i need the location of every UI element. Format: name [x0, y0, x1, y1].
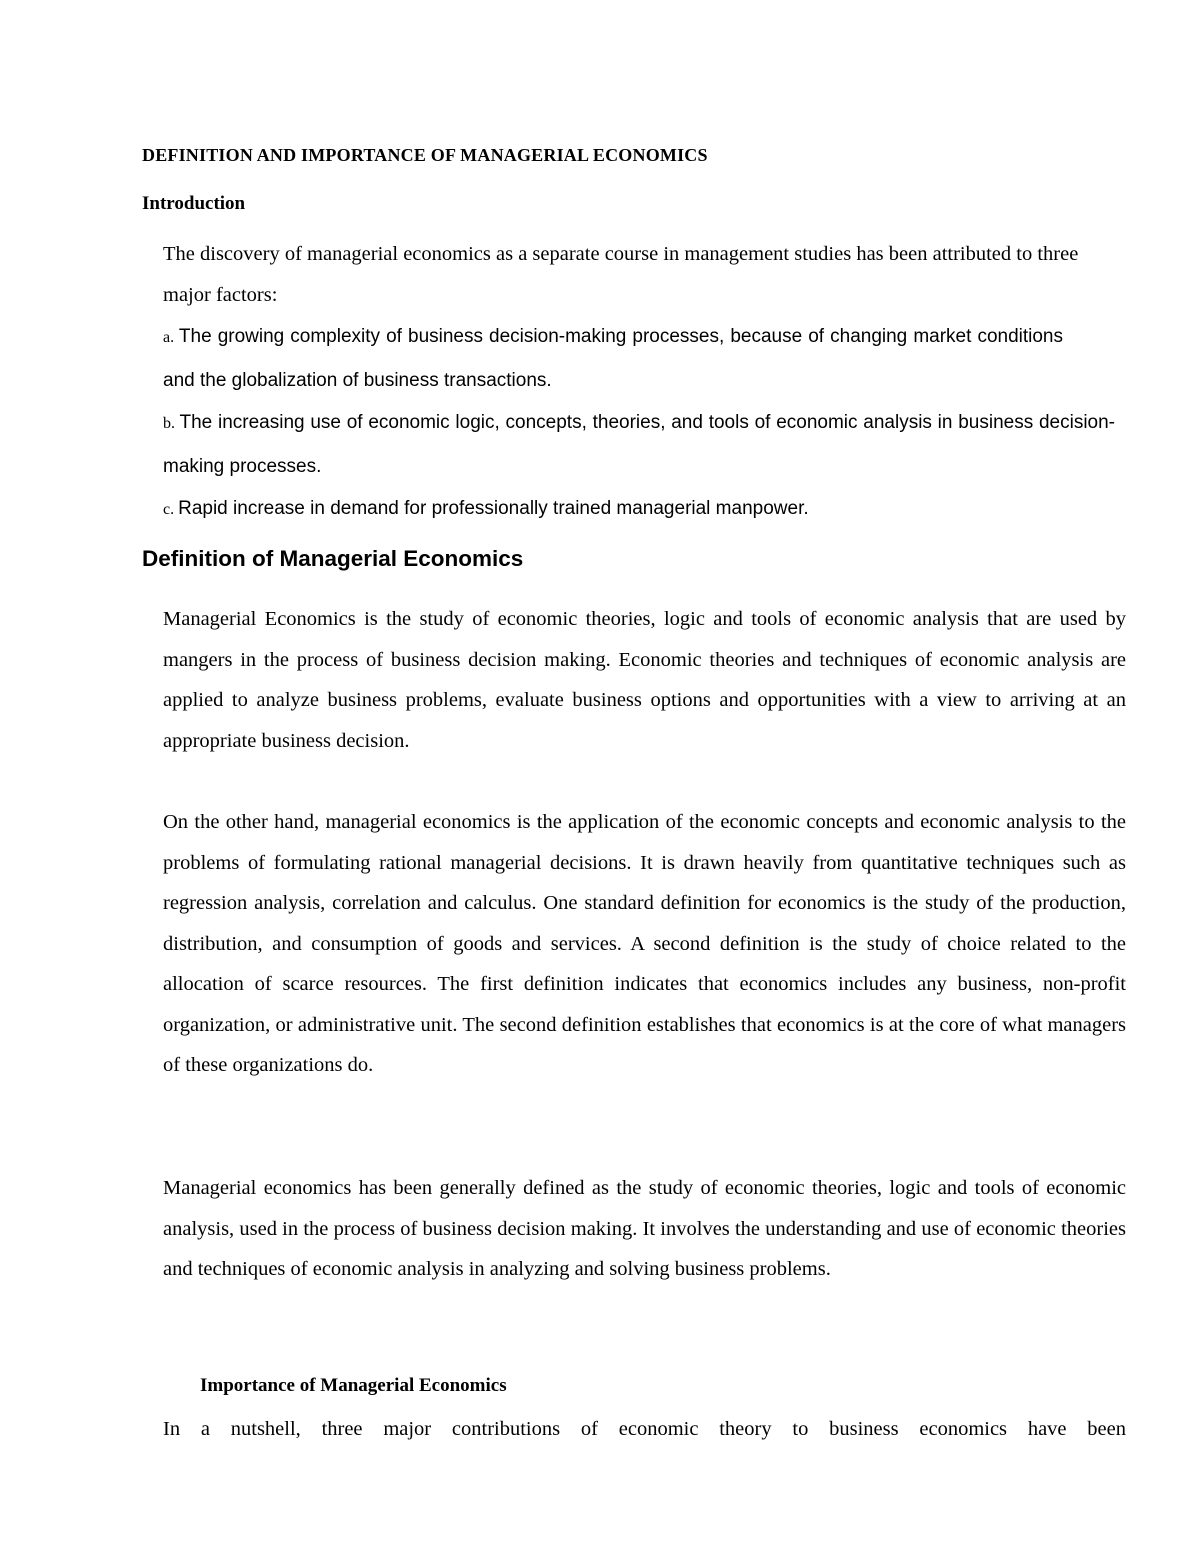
factor-marker: a.: [163, 329, 175, 346]
definition-paragraph-2: On the other hand, managerial economics is the application of the economic concepts and economic analysis to the problems of formulating rational managerial decisions. It is drawn heavily from quantitative techniques such as regression analysis, correlation and calculus. One standard definition for economics is the study of the production, distribution, and consumption of goods and services. A second definition is the study of choice related to the allocation of scarce resources. The first definition indicates that economics includes any business, non-profit organization, or administrative unit. The second definition establishes that economics is at the core of what managers of these organizations do.: [163, 811, 1126, 1076]
factor-text: Rapid increase in demand for professionally trained managerial manpower.: [178, 498, 809, 519]
document-title: DEFINITION AND IMPORTANCE OF MANAGERIAL ECONOMICS: [142, 145, 708, 165]
introduction-lead: [163, 234, 1125, 316]
introduction-heading: Introduction: [142, 193, 246, 214]
introduction-lead-text: The discovery of managerial economics as a separate course in management studies has been attributed to three major factors:: [163, 243, 1079, 306]
factor-item-c: [163, 487, 1113, 531]
definition-paragraph-3: Managerial economics has been generally defined as the study of economic theories, logic and tools of economic analysis, used in the process of business decision making. It involves the understanding and use of economic theories and techniques of economic analysis in analyzing and solving business problems.: [163, 1177, 1126, 1280]
definition-section-heading: Definition of Managerial Economics: [142, 546, 524, 571]
factor-text: The growing complexity of business decision-making processes, because of changing market conditions and the globalization of business transactions.: [163, 326, 1063, 391]
definition-paragraph-1: Managerial Economics is the study of economic theories, logic and tools of economic analysis that are used by mangers in the process of business decision making. Economic theories and techniques of economic analysis are applied to analyze business problems, evaluate business options and opportunities with a view to arriving at an appropriate business decision.: [163, 608, 1126, 752]
factor-item-b: [163, 401, 1115, 489]
factor-marker: c.: [163, 501, 175, 518]
importance-first-line: In a nutshell, three major contributions of economic theory to business economics have been: [163, 1418, 1126, 1440]
factor-text: The increasing use of economic logic, concepts, theories, and tools of economic analysis in business decision-making processes.: [163, 412, 1116, 477]
importance-section-heading: Importance of Managerial Economics: [200, 1375, 507, 1396]
factor-item-a: [163, 315, 1063, 403]
factor-marker: b.: [163, 415, 175, 432]
